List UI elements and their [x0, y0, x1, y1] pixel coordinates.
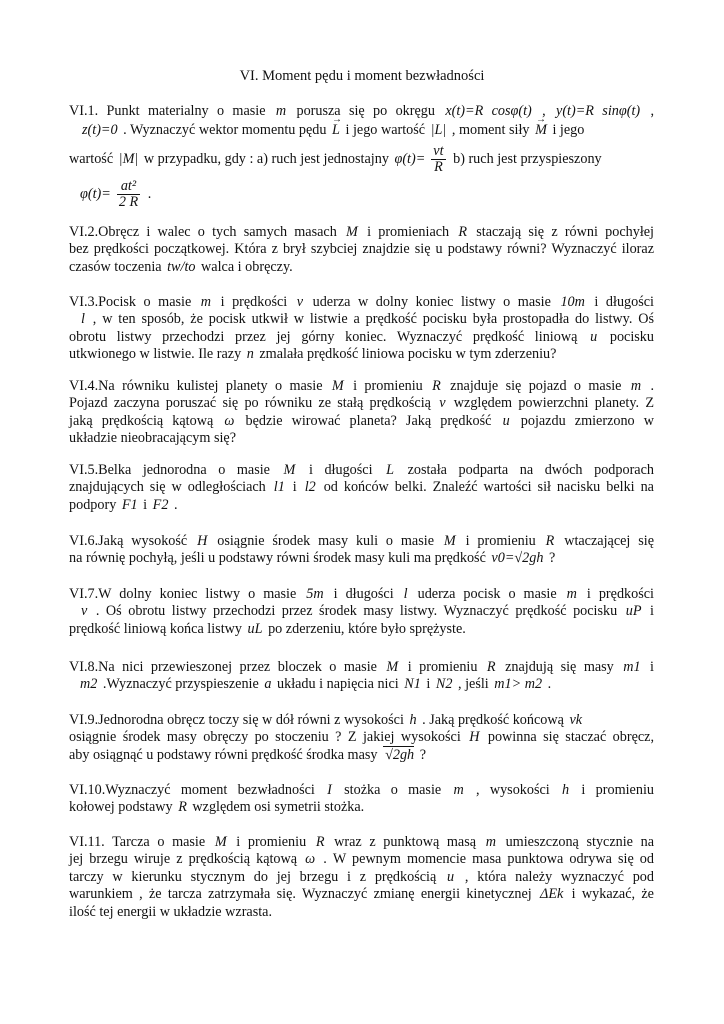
problem-vi-10	[69, 782, 654, 817]
problem-line: VI.11. Tarcza o masie M i promieniu R wraz z punktową masą m umieszczoną stycznie na	[69, 834, 655, 850]
problem-line: VI.2.Obręcz i walec o tych samych masach M i promieniach R staczają się z równi pochyłej	[69, 224, 654, 240]
problem-vi-6	[69, 533, 654, 568]
problem-vi-4	[69, 378, 654, 448]
problem-line: VI.7.W dolny koniec listwy o masie 5m i długości l uderza pocisk o masie m i prędkości	[69, 586, 654, 602]
problem-line: kołowej podstawy R względem osi symetrii stożka.	[69, 799, 365, 816]
problem-line: VI.5.Belka jednorodna o masie M i długości L została podparta na dwóch podporach	[69, 462, 654, 478]
problem-line: obrotu listwy przechodzi przez jej górny koniec. Wyznaczyć prędkość liniową u pocisku	[69, 328, 654, 345]
problem-vi-9	[69, 712, 654, 764]
problem-line: m2 .Wyznaczyć przyspieszenie a układu i napięcia nici N1 i N2 , jeśli m1> m2 .	[80, 676, 552, 693]
problem-line: VI.3.Pocisk o masie m i prędkości v uderza w dolny koniec listwy o masie 10m i długości	[69, 294, 654, 310]
problem-vi-11	[69, 834, 654, 921]
problem-vi-3	[69, 294, 654, 364]
problem-line: VI.8.Na nici przewieszonej przez bloczek o masie M i promieniu R znajdują się masy m1 i	[69, 659, 654, 675]
problem-line: znajdujących się w odległościach l1 i l2 od końców belki. Znaleźć wartości sił nacisku belki na	[69, 479, 654, 496]
problem-line: prędkość liniową końca listwy uL po zderzeniu, które było sprężyste.	[69, 620, 466, 637]
problem-line: φ(t)= $\frac{\text{at²}}{2 R}$ .	[80, 178, 152, 211]
problem-line: aby osiągnąć u podstawy równi prędkość środka masy √2gh ?	[69, 746, 426, 763]
problem-line: układzie nieobracającym się?	[69, 430, 237, 447]
problem-line: VI.1. Punkt materialny o masie m porusza się po okręgu x(t)=R cosφ(t) , y(t)=R sinφ(t) ,	[69, 103, 655, 119]
problem-line: VI.6.Jaką wysokość H osiągnie środek masy kuli o masie M i promieniu R wtaczającej się	[69, 533, 654, 549]
problem-vi-1	[69, 103, 654, 212]
problem-line: podpory F1 i F2 .	[69, 496, 178, 513]
problem-vi-2	[69, 224, 654, 276]
problem-vi-7	[69, 586, 654, 638]
problem-line: na równię pochyłą, jeśli u podstawy równi środek masy kuli ma prędkość v0=√2gh ?	[69, 550, 556, 567]
page-title: VI. Moment pędu i moment bezwładności	[239, 68, 485, 84]
problem-line: wartość |M| w przypadku, gdy : a) ruch jest jednostajny φ(t)= $\frac{vt}{R}$ b) ruch jest przyspieszony	[69, 143, 602, 176]
problem-line: Pojazd zaczyna poruszać się po równiku ze stałą prędkością v względem powierzchni planety. Z	[69, 395, 654, 412]
problem-line: utkwionego w listwie. Ile razy n zmalała prędkość liniowa pocisku w tym zderzeniu?	[69, 346, 557, 363]
problem-line: VI.9.Jednorodna obręcz toczy się w dół równi z wysokości h . Jaką prędkość końcową vk	[69, 712, 583, 728]
problem-line: l , w ten sposób, że pocisk utkwił w listwie a prędkość pocisku była prostopadła do listwy. Oś	[81, 311, 654, 328]
fraction-vt-over-r: $\frac{vt}{R}$	[433, 143, 444, 176]
problem-line: osiągnie środek masy obręczy po stoczeniu ? Z jakiej wysokości H powinna się staczać obręcz,	[69, 729, 655, 746]
problem-vi-8	[69, 659, 654, 694]
problem-line: VI.4.Na równiku kulistej planety o masie M i promieniu R znajduje się pojazd o masie m .	[69, 378, 654, 394]
problem-vi-5	[69, 462, 654, 514]
problem-line: jaką prędkością kątową ω będzie wirować planeta? Jaką prędkość u pojazdu zmierzono w	[69, 412, 654, 429]
problem-line: jej brzegu wiruje z prędkością kątową ω . W pewnym momencie masa punktowa odrywa się od	[69, 851, 654, 868]
problem-line: tarczy w kierunku stycznym do jej brzegu i z prędkością u , która należy wyznaczyć pod	[69, 868, 654, 885]
problem-line: ilość tej energii w układzie wzrasta.	[69, 903, 273, 920]
problem-line: VI.10.Wyznaczyć moment bezwładności I stożka o masie m , wysokości h i promieniu	[69, 782, 654, 798]
problem-line: warunkiem , że tarcza zatrzymała się. Wyznaczyć zmianę energii kinetycznej ΔEk i wykazać, że	[69, 886, 654, 903]
problem-line: czasów toczenia tw/to walca i obręczy.	[69, 258, 293, 275]
problem-line: v . Oś obrotu listwy przechodzi przez środek masy listwy. Wyznaczyć prędkość pocisku uP i	[81, 603, 654, 620]
problem-line: bez prędkości początkowej. Która z brył szybciej znajdzie się u podstawy równi? Wyznaczyć iloraz	[69, 241, 654, 258]
problem-line: z(t)=0 . Wyznaczyć wektor momentu pędu → L i jego wartość |L| , moment siły → M i jego	[69, 122, 654, 142]
fraction-at2-over-2r: $\frac{\text{at²}}{2 R}$	[118, 178, 139, 211]
